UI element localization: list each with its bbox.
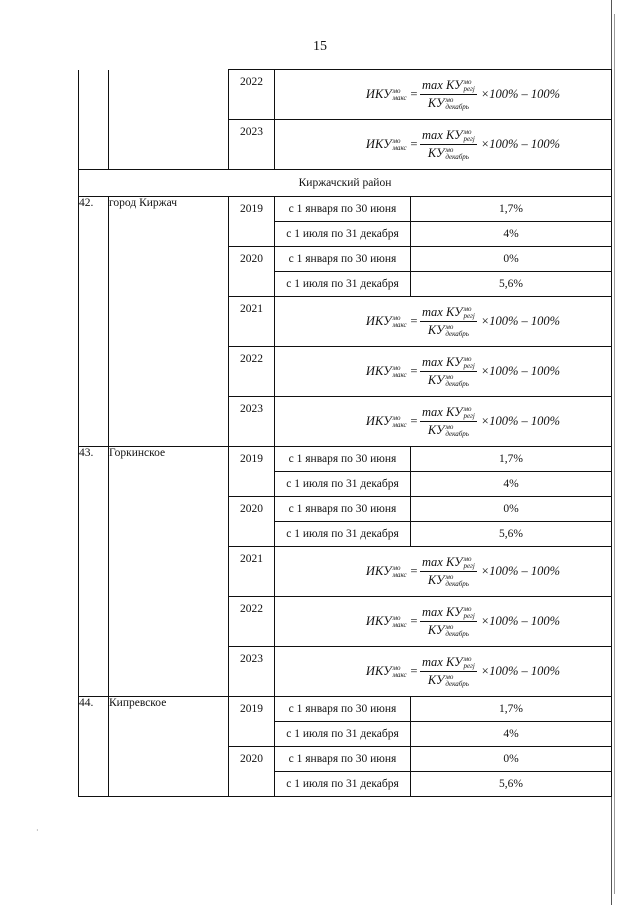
formula-equals: = (409, 87, 419, 101)
formula-num-main: КУ (445, 127, 463, 142)
formula-equals: = (409, 664, 419, 678)
formula-lhs (366, 664, 407, 679)
formula-equals: = (409, 314, 419, 328)
index-formula (275, 128, 611, 161)
formula-num-main: КУ (445, 604, 463, 619)
formula-lhs-sup: мо (392, 87, 401, 96)
number-cell (79, 70, 109, 120)
formula-num-sub: peгj (463, 662, 475, 670)
formula-den-sub: декабрь (445, 153, 469, 162)
table-row (79, 697, 612, 722)
scan-speck: · (36, 826, 39, 835)
formula-lhs (366, 87, 407, 102)
formula-num-main: КУ (445, 554, 463, 569)
year-cell: 2023 (229, 647, 275, 697)
index-formula (275, 605, 611, 638)
formula-numerator (420, 305, 477, 322)
formula-den-main: КУ (427, 423, 445, 437)
formula-num-sup: мо (463, 78, 472, 86)
formula-den-sup: мо (445, 673, 454, 682)
formula-lhs-sub: макс (392, 94, 407, 103)
year-cell: 2021 (229, 297, 275, 347)
formula-lhs (366, 614, 407, 629)
index-formula (275, 405, 611, 438)
formula-cell (275, 120, 612, 170)
formula-denominator (428, 572, 469, 588)
formula-num-sub: peгj (463, 612, 475, 620)
formula-den-main: КУ (427, 673, 445, 687)
formula-tail: ×100% – 100% (480, 364, 561, 378)
index-formula (275, 555, 611, 588)
formula-tail: ×100% – 100% (480, 87, 561, 101)
formula-lhs-sub: макс (392, 571, 407, 580)
index-formula (275, 305, 611, 338)
formula-den-main: КУ (427, 573, 445, 587)
formula-num-sup: мо (463, 128, 472, 136)
formula-lhs-main: ИКУ (365, 563, 392, 578)
formula-den-sup: мо (445, 373, 454, 382)
formula-num-sup: мо (463, 555, 472, 563)
formula-denominator (428, 622, 469, 638)
formula-lhs-main: ИКУ (365, 86, 392, 101)
formula-num-sub: peгj (463, 312, 475, 320)
index-formula (275, 78, 611, 111)
formula-fraction (420, 405, 477, 438)
formula-denominator (428, 372, 469, 388)
formula-fraction (420, 655, 477, 688)
index-value: 5,6% (411, 272, 612, 297)
formula-num-sub: peгj (463, 412, 475, 420)
formula-num-prefix: max (422, 654, 443, 669)
formula-lhs-sup: мо (392, 364, 401, 373)
formula-cell (275, 547, 612, 597)
formula-num-sub: peгj (463, 85, 475, 93)
year-cell: 2019 (229, 447, 275, 497)
formula-lhs-sup: мо (392, 664, 401, 673)
year-cell: 2020 (229, 747, 275, 797)
formula-den-sub: декабрь (445, 630, 469, 639)
formula-den-sub: декабрь (445, 580, 469, 589)
municipality-number: 44. (79, 697, 109, 797)
index-value: 0% (411, 247, 612, 272)
page-number: 15 (313, 39, 327, 54)
formula-lhs-sup: мо (392, 564, 401, 573)
formula-num-main: КУ (445, 304, 463, 319)
formula-lhs-sup: мо (392, 137, 401, 146)
formula-num-main: КУ (445, 404, 463, 419)
formula-lhs (366, 564, 407, 579)
formula-num-prefix: max (422, 127, 443, 142)
formula-numerator (420, 128, 477, 145)
index-value: 1,7% (411, 197, 612, 222)
number-cell (79, 120, 109, 170)
period-label: с 1 июля по 31 декабря (275, 272, 411, 297)
formula-fraction (420, 605, 477, 638)
formula-den-main: КУ (427, 96, 445, 110)
formula-num-sub: peгj (463, 135, 475, 143)
formula-den-sub: декабрь (445, 380, 469, 389)
year-cell: 2023 (229, 120, 275, 170)
formula-den-sub: декабрь (445, 330, 469, 339)
formula-den-main: КУ (427, 623, 445, 637)
formula-tail: ×100% – 100% (480, 564, 561, 578)
formula-equals: = (409, 564, 419, 578)
formula-denominator (428, 322, 469, 338)
formula-den-main: КУ (427, 146, 445, 160)
index-value: 0% (411, 747, 612, 772)
formula-fraction (420, 128, 477, 161)
period-label: с 1 января по 30 июня (275, 697, 411, 722)
municipality-number: 42. (79, 197, 109, 447)
formula-num-sub: peгj (463, 362, 475, 370)
period-label: с 1 января по 30 июня (275, 747, 411, 772)
name-cell (109, 120, 229, 170)
period-label: с 1 июля по 31 декабря (275, 772, 411, 797)
table-row (79, 70, 612, 120)
period-label: с 1 января по 30 июня (275, 197, 411, 222)
formula-lhs (366, 314, 407, 329)
formula-lhs-sub: макс (392, 621, 407, 630)
formula-cell (275, 347, 612, 397)
formula-lhs-main: ИКУ (365, 136, 392, 151)
year-cell: 2021 (229, 547, 275, 597)
formula-num-prefix: max (422, 554, 443, 569)
formula-num-sup: мо (463, 655, 472, 663)
table-row (79, 447, 612, 472)
municipality-name: город Киржач (109, 197, 229, 447)
index-value: 1,7% (411, 447, 612, 472)
formula-den-sup: мо (445, 323, 454, 332)
formula-tail: ×100% – 100% (480, 137, 561, 151)
formula-lhs-sub: макс (392, 671, 407, 680)
formula-num-prefix: max (422, 77, 443, 92)
period-label: с 1 июля по 31 декабря (275, 722, 411, 747)
formula-lhs-sub: макс (392, 321, 407, 330)
formula-num-sub: peгj (463, 562, 475, 570)
year-cell: 2023 (229, 397, 275, 447)
formula-fraction (420, 555, 477, 588)
period-label: с 1 июля по 31 декабря (275, 222, 411, 247)
formula-numerator (420, 355, 477, 372)
formula-den-sup: мо (445, 146, 454, 155)
formula-lhs-main: ИКУ (365, 663, 392, 678)
formula-num-main: КУ (445, 654, 463, 669)
tariff-index-table (78, 69, 612, 797)
formula-den-sup: мо (445, 623, 454, 632)
municipality-name: Горкинское (109, 447, 229, 697)
formula-den-main: КУ (427, 323, 445, 337)
formula-fraction (420, 355, 477, 388)
formula-num-prefix: max (422, 354, 443, 369)
year-cell: 2019 (229, 197, 275, 247)
scan-edge-shadow (614, 14, 615, 894)
formula-den-sub: декабрь (445, 680, 469, 689)
formula-denominator (428, 95, 469, 111)
formula-tail: ×100% – 100% (480, 664, 561, 678)
formula-numerator (420, 605, 477, 622)
year-cell: 2020 (229, 497, 275, 547)
index-value: 0% (411, 497, 612, 522)
formula-lhs-sup: мо (392, 314, 401, 323)
index-value: 5,6% (411, 772, 612, 797)
formula-numerator (420, 78, 477, 95)
formula-num-sup: мо (463, 405, 472, 413)
formula-lhs-main: ИКУ (365, 313, 392, 328)
formula-fraction (420, 305, 477, 338)
formula-lhs (366, 364, 407, 379)
formula-equals: = (409, 614, 419, 628)
formula-num-main: КУ (445, 77, 463, 92)
index-value: 4% (411, 722, 612, 747)
formula-denominator (428, 422, 469, 438)
district-name: Киржачский район (79, 170, 612, 197)
year-cell: 2022 (229, 70, 275, 120)
formula-fraction (420, 78, 477, 111)
formula-cell (275, 597, 612, 647)
formula-den-main: КУ (427, 373, 445, 387)
index-value: 1,7% (411, 697, 612, 722)
formula-num-prefix: max (422, 604, 443, 619)
period-label: с 1 января по 30 июня (275, 497, 411, 522)
formula-lhs-sub: макс (392, 371, 407, 380)
formula-denominator (428, 145, 469, 161)
index-value: 5,6% (411, 522, 612, 547)
formula-num-prefix: max (422, 304, 443, 319)
municipality-number: 43. (79, 447, 109, 697)
table-row (79, 120, 612, 170)
formula-equals: = (409, 414, 419, 428)
year-cell: 2019 (229, 697, 275, 747)
formula-numerator (420, 405, 477, 422)
district-row (79, 170, 612, 197)
period-label: с 1 июля по 31 декабря (275, 472, 411, 497)
formula-lhs-main: ИКУ (365, 363, 392, 378)
index-value: 4% (411, 222, 612, 247)
period-label: с 1 января по 30 июня (275, 447, 411, 472)
formula-lhs-main: ИКУ (365, 613, 392, 628)
formula-lhs-sub: макс (392, 421, 407, 430)
formula-cell (275, 297, 612, 347)
formula-cell (275, 397, 612, 447)
formula-den-sup: мо (445, 423, 454, 432)
formula-lhs-sup: мо (392, 614, 401, 623)
name-cell (109, 70, 229, 120)
formula-lhs-sup: мо (392, 414, 401, 423)
formula-lhs-sub: макс (392, 144, 407, 153)
formula-num-sup: мо (463, 605, 472, 613)
formula-den-sup: мо (445, 573, 454, 582)
formula-cell (275, 70, 612, 120)
formula-num-sup: мо (463, 355, 472, 363)
period-label: с 1 января по 30 июня (275, 247, 411, 272)
formula-lhs (366, 137, 407, 152)
formula-den-sub: декабрь (445, 103, 469, 112)
formula-numerator (420, 655, 477, 672)
municipality-name: Кипревское (109, 697, 229, 797)
index-value: 4% (411, 472, 612, 497)
formula-num-sup: мо (463, 305, 472, 313)
formula-equals: = (409, 364, 419, 378)
index-formula (275, 355, 611, 388)
formula-numerator (420, 555, 477, 572)
year-cell: 2020 (229, 247, 275, 297)
formula-num-prefix: max (422, 404, 443, 419)
formula-num-main: КУ (445, 354, 463, 369)
formula-denominator (428, 672, 469, 688)
formula-cell (275, 647, 612, 697)
formula-lhs (366, 414, 407, 429)
formula-tail: ×100% – 100% (480, 614, 561, 628)
period-label: с 1 июля по 31 декабря (275, 522, 411, 547)
formula-equals: = (409, 137, 419, 151)
formula-den-sub: декабрь (445, 430, 469, 439)
table-row (79, 197, 612, 222)
formula-den-sup: мо (445, 96, 454, 105)
formula-lhs-main: ИКУ (365, 413, 392, 428)
year-cell: 2022 (229, 597, 275, 647)
index-formula (275, 655, 611, 688)
formula-tail: ×100% – 100% (480, 414, 561, 428)
year-cell: 2022 (229, 347, 275, 397)
formula-tail: ×100% – 100% (480, 314, 561, 328)
